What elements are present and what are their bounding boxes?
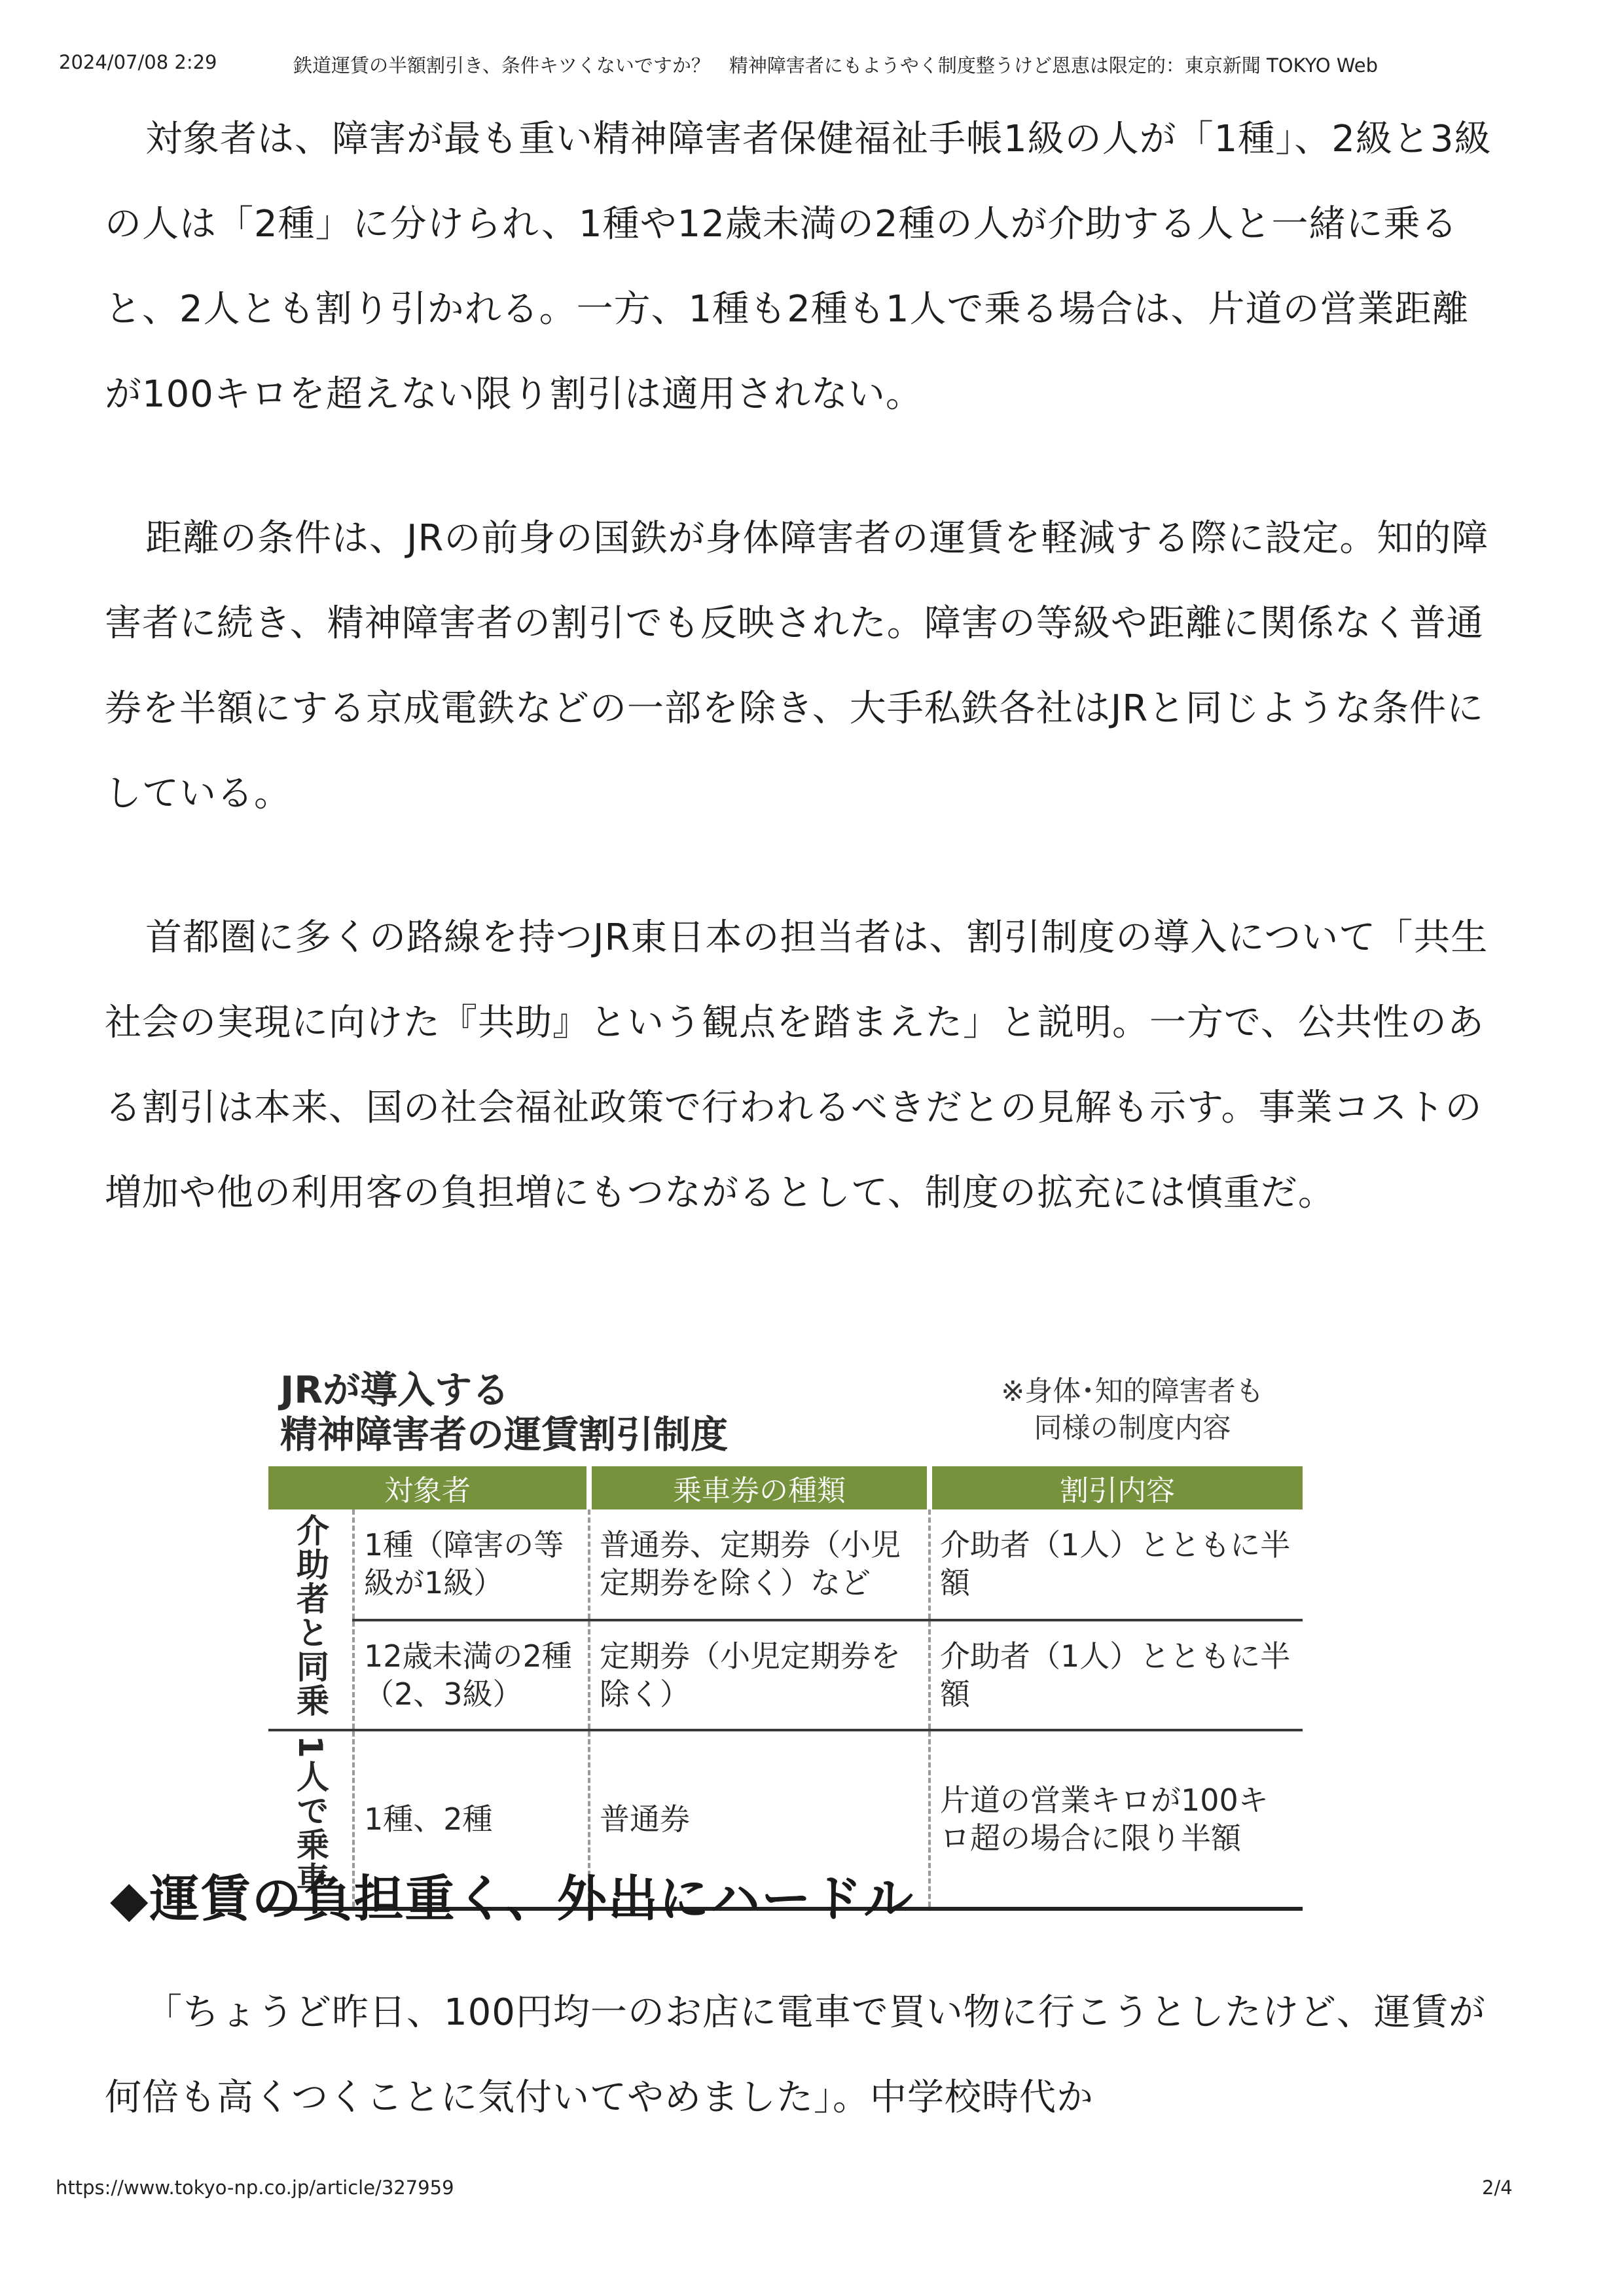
article-paragraph: 「ちょうど昨日、100円均一のお店に電車で買い物に行こうとしたけど、運賃が何倍も高くつくことに気付いてやめました」。中学校時代か — [105, 1991, 1486, 2119]
infographic-note-line: ※身体･知的障害者も — [1001, 1375, 1264, 1408]
cell-discount: 介助者（1人）とともに半額 — [929, 1509, 1303, 1620]
infographic-note-line: 同様の制度内容 — [1034, 1412, 1231, 1445]
cell-discount: 介助者（1人）とともに半額 — [929, 1620, 1303, 1731]
cell-target: 1種（障害の等級が1級） — [353, 1509, 589, 1620]
group-label: 1人で乗車 — [291, 1735, 329, 1896]
cell-ticket: 普通券 — [589, 1730, 929, 1909]
article-paragraph: 対象者は、障害が最も重い精神障害者保健福祉手帳1級の人が「1種」、2級と3級の人は「2種」に分けられ、1種や12歳未満の2種の人が介助する人と一緒に乗ると、2人とも割り引かれる。一方、1種も2種も1人で乗る場合は、片道の営業距離が100キロを超えない限り割引は適用されない。 — [105, 118, 1492, 416]
infographic-note — [988, 1373, 1276, 1447]
article-paragraph: 距離の条件は、JRの前身の国鉄が身体障害者の運賃を軽減する際に設定。知的障害者に続き、精神障害者の割引でも反映された。障害の等級や距離に関係なく普通券を半額にする京成電鉄などの一部を除き、大手私鉄各社はJRと同じような条件にしている。 — [105, 517, 1489, 815]
infographic-title-line: 精神障害者の運賃割引制度 — [280, 1413, 728, 1456]
infographic-title — [280, 1368, 728, 1457]
print-header — [0, 51, 1624, 84]
discount-table — [268, 1466, 1303, 1911]
article-url: https://www.tokyo-np.co.jp/article/327959 — [56, 2177, 454, 2199]
header-target: 対象者 — [268, 1466, 589, 1509]
article-paragraph: 首都圏に多くの路線を持つJR東日本の担当者は、割引制度の導入について「共生社会の実現に向けた『共助』という観点を踏まえた」と説明。一方で、公共性のある割引は本来、国の社会福祉政策で行われるべきだとの見解も示す。事業コストの増加や他の利用客の負担増にもつながるとして、制度の拡充には慎重だ。 — [105, 916, 1489, 1214]
group-with-caregiver — [268, 1509, 353, 1730]
cell-ticket: 普通券、定期券（小児定期券を除く）など — [589, 1509, 929, 1620]
article-body — [105, 97, 1492, 1236]
header-discount: 割引内容 — [929, 1466, 1303, 1509]
cell-ticket: 定期券（小児定期券を除く） — [589, 1620, 929, 1731]
cell-target: 1種、2種 — [353, 1730, 589, 1909]
print-datetime: 2024/07/08 2:29 — [59, 51, 217, 73]
page-number: 2/4 — [1482, 2177, 1513, 2199]
table-row — [268, 1620, 1303, 1731]
discount-infographic — [268, 1355, 1303, 1896]
print-page-title: 鉄道運賃の半額割引き、条件キツくないですか？ 精神障害者にもようやく制度整うけど恩恵は限定的：東京新聞 TOKYO Web — [293, 54, 1378, 77]
infographic-title-line: JRが導入する — [280, 1369, 510, 1412]
cell-discount: 片道の営業キロが100キロ超の場合に限り半額 — [929, 1730, 1303, 1909]
group-label: 介助者と同乗 — [291, 1513, 329, 1718]
section-heading: ◆運賃の負担重く、外出にハードル — [110, 1870, 914, 1928]
table-header-row — [268, 1466, 1303, 1509]
header-ticket-type: 乗車券の種類 — [589, 1466, 929, 1509]
table-row — [268, 1509, 1303, 1620]
cell-target: 12歳未満の2種（2、3級） — [353, 1620, 589, 1731]
